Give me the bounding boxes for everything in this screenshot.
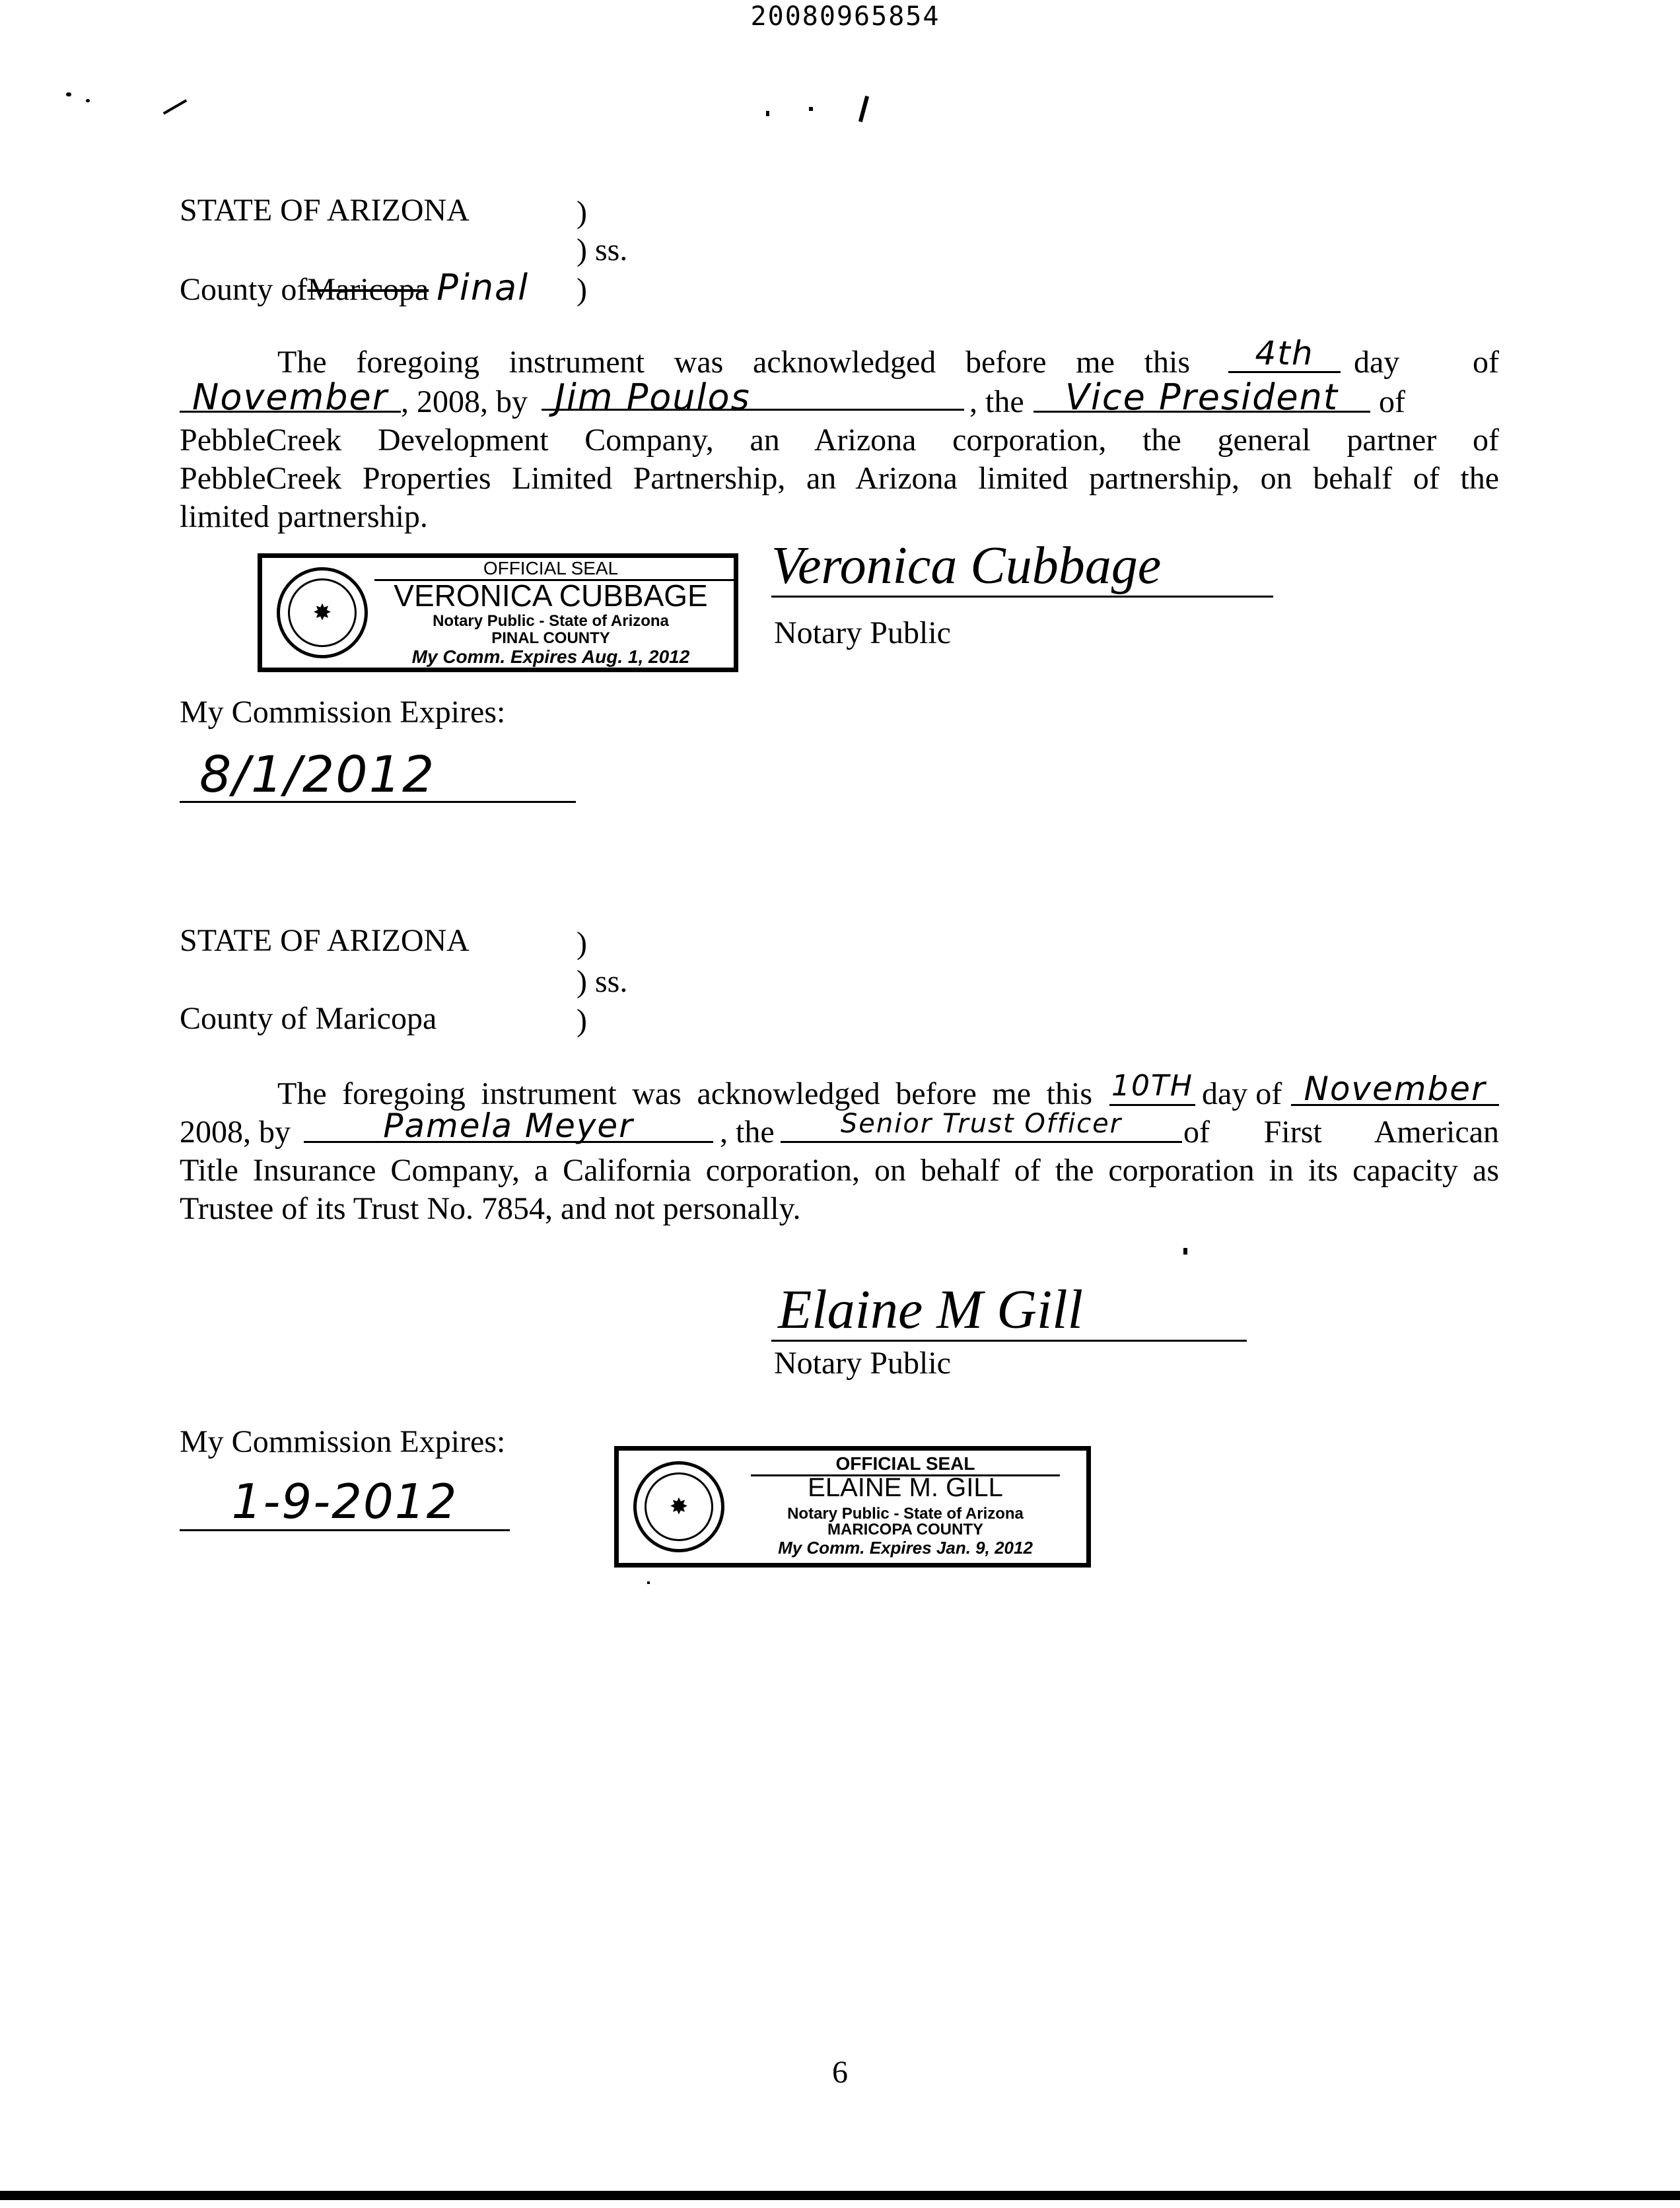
venue-paren-1a: ): [577, 195, 587, 230]
seal1-name: VERONICA CUBBAGE: [394, 578, 708, 613]
notary-public-label-1: Notary Public: [774, 615, 951, 650]
notary-signature-2: Elaine M Gill: [771, 1278, 1247, 1342]
commission-date-2: 1-9-2012: [180, 1474, 510, 1531]
scan-speck: [1183, 1248, 1187, 1255]
ack1-day-field: 4th: [1228, 337, 1341, 373]
notary-signature-1: Veronica Cubbage: [771, 536, 1273, 598]
ack1-line4: PebbleCreek Properties Limited Partnership, an Arizona limited partnership, on behalf of the: [180, 461, 1499, 496]
ack2-line2-year: 2008, by: [180, 1115, 291, 1150]
ack1-line2-the: , the: [969, 384, 1024, 419]
seal2-header: OFFICIAL SEAL: [835, 1453, 975, 1474]
scan-speck: [766, 111, 769, 116]
notary-seal-cubbage: [258, 553, 738, 672]
scan-speck: [66, 92, 71, 96]
venue-ss-2: ) ss.: [577, 964, 628, 999]
seal1-line1: Notary Public - State of Arizona: [433, 612, 669, 630]
ack2-name-field: Pamela Meyer: [304, 1107, 713, 1143]
ack1-name-field: Jim Poulos: [542, 376, 964, 411]
county-line-2: County of Maricopa: [180, 1001, 437, 1036]
page-number: 6: [832, 2055, 848, 2090]
venue-ss-1: ) ss.: [577, 232, 628, 267]
scan-speck: [86, 99, 90, 102]
ack2-line2-the: , the: [720, 1115, 775, 1150]
seal2-line2: MARICOPA COUNTY: [827, 1521, 983, 1538]
county-handwritten: Pinal: [437, 267, 530, 308]
scan-speck: [858, 96, 869, 122]
commission-date-1: 8/1/2012: [180, 746, 576, 803]
ack1-line2-year: , 2008, by: [401, 384, 528, 419]
ack1-line5: limited partnership.: [180, 499, 428, 534]
scan-speck: [809, 107, 813, 111]
ack2-line1-text: The foregoing instrument was acknowledged before me this: [277, 1076, 1092, 1111]
venue-paren-2a: ): [577, 926, 587, 961]
ack2-line4: Trustee of its Trust No. 7854, and not personally.: [180, 1191, 801, 1226]
notary-public-label-2: Notary Public: [774, 1346, 951, 1381]
county-line-1: [180, 269, 529, 309]
ack1-line2-of: of: [1379, 384, 1405, 419]
bottom-scan-border: [0, 2191, 1680, 2200]
ack1-title-field: Vice President: [1033, 376, 1370, 413]
seal2-name: ELAINE M. GILL: [808, 1473, 1003, 1502]
scan-speck: [163, 99, 188, 114]
county-struck: Maricopa: [307, 272, 429, 307]
document-number: 20080965854: [750, 1, 940, 32]
ack1-line1-text: The foregoing instrument was acknowledged before me this: [277, 345, 1190, 380]
state-heading-1: STATE OF ARIZONA: [180, 193, 470, 228]
venue-paren-2b: ): [577, 1003, 587, 1038]
ack2-title-field: Senior Trust Officer: [781, 1107, 1182, 1143]
seal2-line1: Notary Public - State of Arizona: [787, 1505, 1024, 1523]
arizona-state-seal-icon: [633, 1461, 724, 1552]
ack2-month-field: November: [1291, 1070, 1499, 1106]
commission-label-1: My Commission Expires:: [180, 695, 506, 730]
ack2-line2-suffix: of First American: [1183, 1115, 1499, 1150]
ack1-month-field: November: [180, 376, 401, 413]
arizona-state-seal-icon: [277, 567, 368, 658]
seal1-line3: My Comm. Expires Aug. 1, 2012: [411, 646, 690, 667]
star-icon: ✸: [669, 1494, 689, 1520]
state-heading-2: STATE OF ARIZONA: [180, 923, 470, 958]
star-icon: ✸: [312, 600, 332, 626]
ack2-day-of: day of: [1202, 1076, 1282, 1111]
seal1-line2: PINAL COUNTY: [491, 629, 610, 647]
venue-paren-1b: ): [577, 272, 587, 307]
ack1-line3: PebbleCreek Development Company, an Arizona corporation, the general partner of: [180, 423, 1499, 458]
commission-label-2: My Commission Expires:: [180, 1424, 506, 1459]
scan-speck: [647, 1581, 650, 1584]
seal2-line3: My Comm. Expires Jan. 9, 2012: [778, 1538, 1033, 1558]
county-prefix: County of: [180, 272, 308, 307]
ack2-line3: Title Insurance Company, a California corporation, on behalf of the corporation in its capacity as: [180, 1153, 1499, 1188]
ack2-day-field: 10TH: [1109, 1070, 1195, 1106]
seal1-header: OFFICIAL SEAL: [483, 558, 619, 578]
ack1-day-of: day of: [1354, 345, 1499, 380]
notary-seal-gill: [614, 1446, 1091, 1568]
